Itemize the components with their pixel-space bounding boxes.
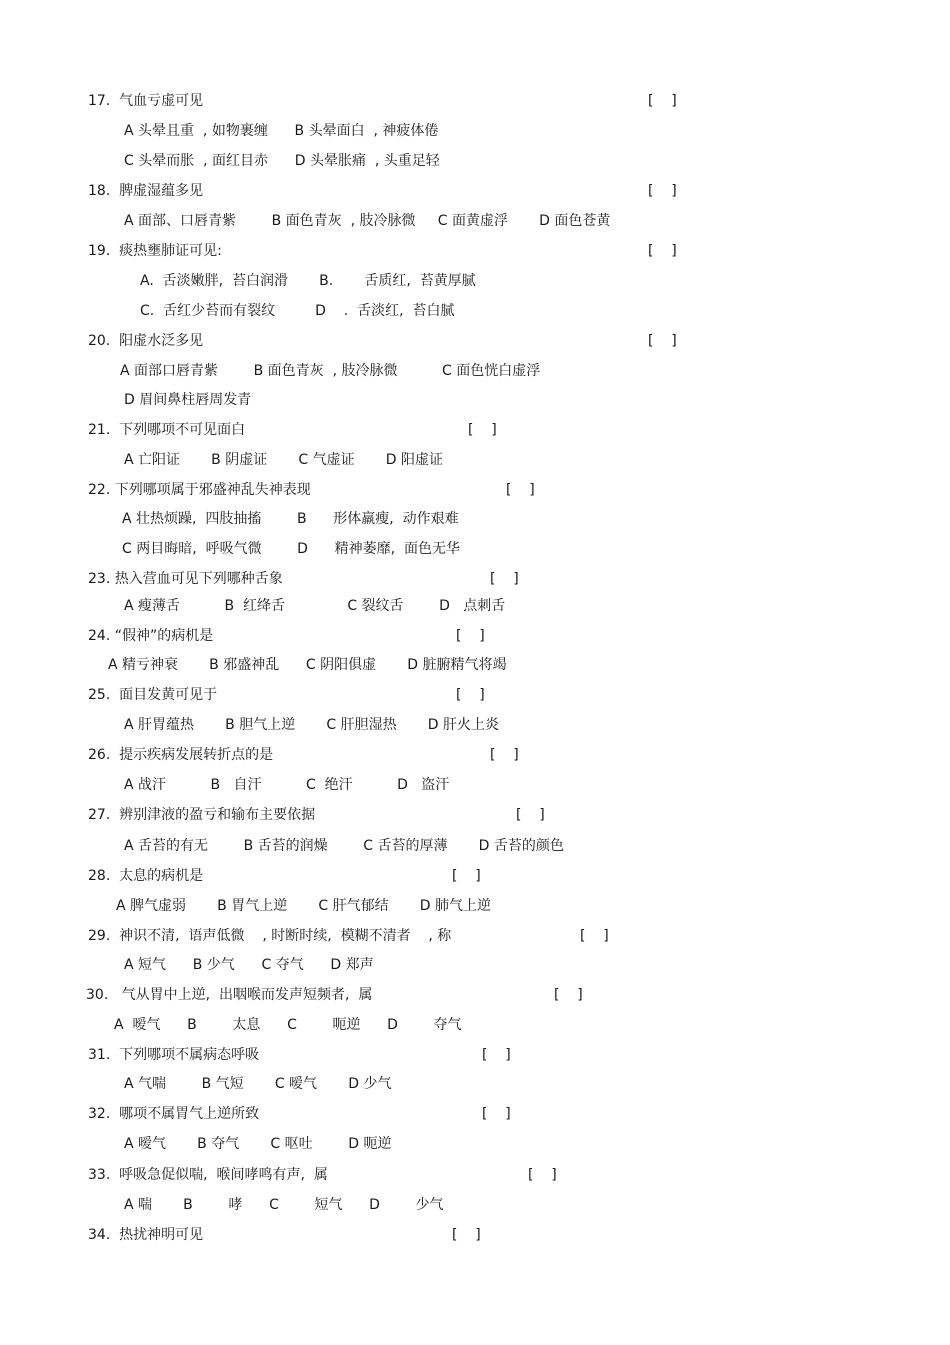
question-23-answer-bracket[interactable]: [ ] — [490, 571, 519, 587]
question-21-answer-bracket[interactable]: [ ] — [468, 422, 497, 438]
question-17-option-line: A 头晕且重 , 如物裹缠 B 头晕面白 , 神疲体倦 — [124, 123, 439, 139]
question-25-option-line: A 肝胃蕴热 B 胆气上逆 C 肝胆湿热 D 肝火上炎 — [124, 717, 499, 733]
question-30-option-line: A 嗳气 B 太息 C 呃逆 D 夺气 — [114, 1017, 462, 1033]
question-29-stem: 29. 神识不清, 语声低微 , 时断时续, 模糊不清者 , 称 — [88, 928, 452, 944]
question-33-option-line: A 喘 B 哮 C 短气 D 少气 — [124, 1197, 444, 1213]
question-17-option-line: C 头晕而胀 , 面红目赤 D 头晕胀痛 , 头重足轻 — [124, 153, 440, 169]
question-31-stem: 31. 下列哪项不属病态呼吸 — [88, 1047, 260, 1063]
question-29-option-line: A 短气 B 少气 C 夺气 D 郑声 — [124, 957, 374, 973]
question-21-stem: 21. 下列哪项不可见面白 — [88, 422, 246, 438]
question-22-option-line: A 壮热烦躁, 四肢抽搐 B 形体羸瘦, 动作艰难 — [122, 511, 459, 527]
question-26-stem: 26. 提示疾病发展转折点的是 — [88, 747, 274, 763]
question-25-answer-bracket[interactable]: [ ] — [456, 687, 485, 703]
question-25-stem: 25. 面目发黄可见于 — [88, 687, 218, 703]
question-18-option-line: A 面部、口唇青紫 B 面色青灰 , 肢冷脉微 C 面黄虚浮 D 面色苍黄 — [124, 213, 611, 229]
question-24-answer-bracket[interactable]: [ ] — [456, 628, 485, 644]
question-19-stem: 19. 痰热壅肺证可见: — [88, 243, 222, 259]
question-20-stem: 20. 阳虚水泛多见 — [88, 333, 204, 349]
question-34-stem: 34. 热扰神明可见 — [88, 1227, 204, 1243]
question-33-answer-bracket[interactable]: [ ] — [528, 1167, 557, 1183]
question-27-answer-bracket[interactable]: [ ] — [516, 807, 545, 823]
question-33-stem: 33. 呼吸急促似喘, 喉间哮鸣有声, 属 — [88, 1167, 328, 1183]
question-30-answer-bracket[interactable]: [ ] — [554, 987, 583, 1003]
question-23-stem: 23. 热入营血可见下列哪种舌象 — [88, 571, 283, 587]
question-21-option-line: A 亡阳证 B 阴虚证 C 气虚证 D 阳虚证 — [124, 452, 443, 468]
question-31-answer-bracket[interactable]: [ ] — [482, 1047, 511, 1063]
question-19-option-line: C. 舌红少苔而有裂纹 D . 舌淡红, 苔白腻 — [140, 303, 455, 319]
question-22-stem: 22. 下列哪项属于邪盛神乱失神表现 — [88, 482, 311, 498]
question-28-answer-bracket[interactable]: [ ] — [452, 868, 481, 884]
question-29-answer-bracket[interactable]: [ ] — [580, 928, 609, 944]
question-17-stem: 17. 气血亏虚可见 — [88, 93, 204, 109]
question-28-option-line: A 脾气虚弱 B 胃气上逆 C 肝气郁结 D 肺气上逆 — [116, 898, 491, 914]
question-23-option-line: A 瘦薄舌 B 红绛舌 C 裂纹舌 D 点刺舌 — [124, 598, 506, 614]
question-28-stem: 28. 太息的病机是 — [88, 868, 204, 884]
question-24-stem: 24. “假神”的病机是 — [88, 628, 214, 644]
question-27-option-line: A 舌苔的有无 B 舌苔的润燥 C 舌苔的厚薄 D 舌苔的颜色 — [124, 838, 564, 854]
question-20-option-line: A 面部口唇青紫 B 面色青灰 , 肢冷脉微 C 面色恍白虚浮 — [120, 363, 541, 379]
question-17-answer-bracket[interactable]: [ ] — [648, 93, 677, 109]
question-18-stem: 18. 脾虚湿蕴多见 — [88, 183, 204, 199]
question-20-option-line: D 眉间鼻柱唇周发青 — [124, 392, 252, 408]
question-27-stem: 27. 辨别津液的盈亏和输布主要依据 — [88, 807, 316, 823]
question-32-option-line: A 嗳气 B 夺气 C 呕吐 D 呃逆 — [124, 1136, 392, 1152]
question-22-option-line: C 两目晦暗, 呼吸气微 D 精神萎靡, 面色无华 — [122, 541, 461, 557]
question-22-answer-bracket[interactable]: [ ] — [506, 482, 535, 498]
question-32-answer-bracket[interactable]: [ ] — [482, 1106, 511, 1122]
question-18-answer-bracket[interactable]: [ ] — [648, 183, 677, 199]
question-30-stem: 30. 气从胃中上逆, 出咽喉而发声短频者, 属 — [86, 987, 373, 1003]
question-19-answer-bracket[interactable]: [ ] — [648, 243, 677, 259]
question-26-answer-bracket[interactable]: [ ] — [490, 747, 519, 763]
question-26-option-line: A 战汗 B 自汗 C 绝汗 D 盗汗 — [124, 777, 450, 793]
question-24-option-line: A 精亏神衰 B 邪盛神乱 C 阴阳俱虚 D 脏腑精气将竭 — [108, 657, 507, 673]
question-32-stem: 32. 哪项不属胃气上逆所致 — [88, 1106, 260, 1122]
question-31-option-line: A 气喘 B 气短 C 嗳气 D 少气 — [124, 1076, 392, 1092]
question-19-option-line: A. 舌淡嫩胖, 苔白润滑 B. 舌质红, 苔黄厚腻 — [140, 273, 476, 289]
question-20-answer-bracket[interactable]: [ ] — [648, 333, 677, 349]
question-34-answer-bracket[interactable]: [ ] — [452, 1227, 481, 1243]
